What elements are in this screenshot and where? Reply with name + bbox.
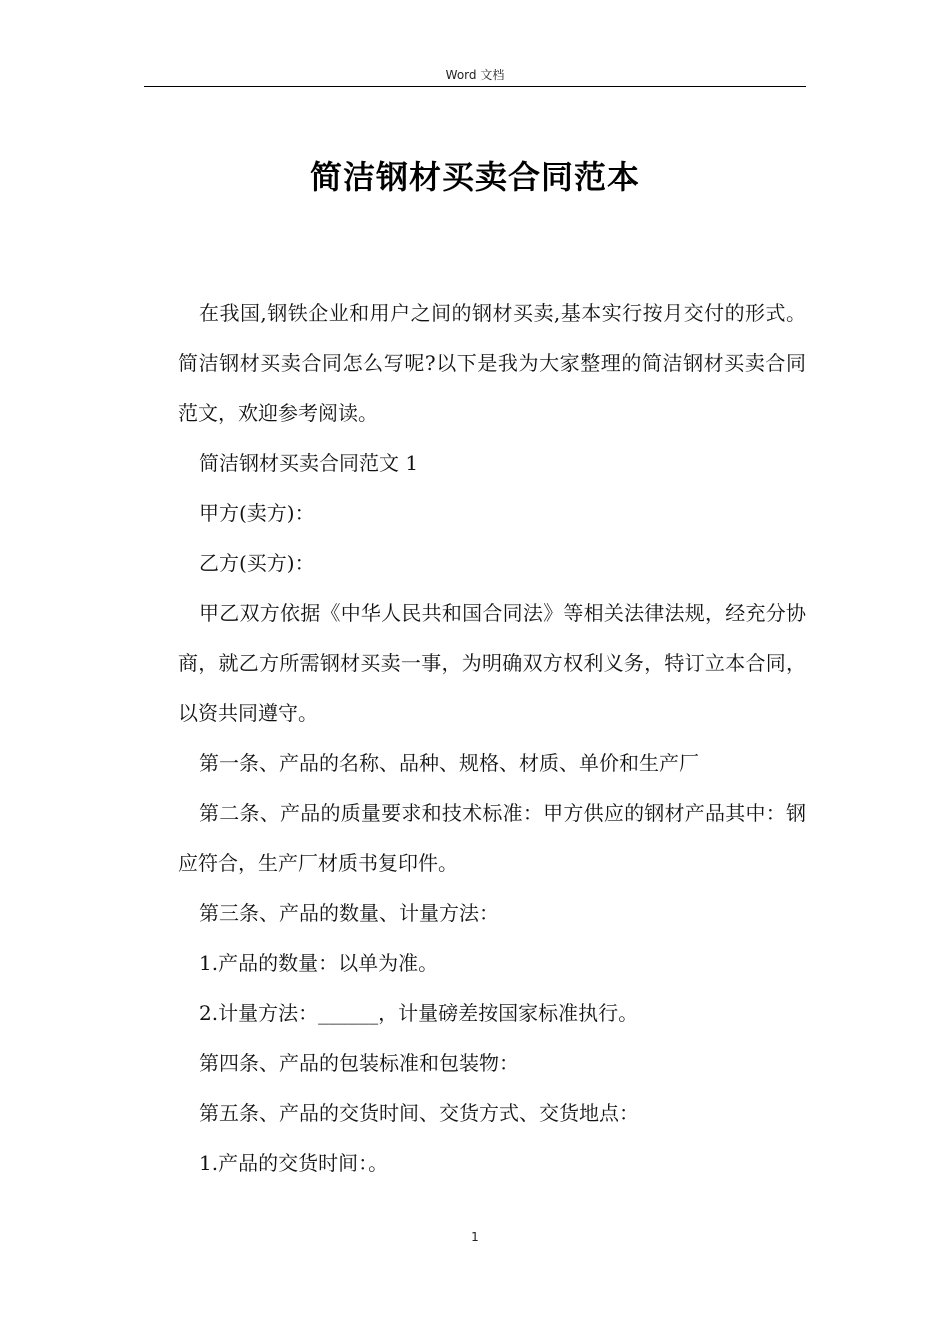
paragraph-article-5: 第五条、产品的交货时间、交货方式、交货地点：	[199, 1101, 639, 1125]
paragraph-party-b: 乙方(买方)：	[199, 551, 315, 575]
paragraph-article-5-item-1: 1.产品的交货时间：。	[199, 1151, 389, 1175]
document-body	[178, 288, 806, 1188]
page-number: 1	[471, 1230, 479, 1244]
paragraph-article-1: 第一条、产品的名称、品种、规格、材质、单价和生产厂	[199, 751, 699, 775]
paragraph-preamble: 甲乙双方依据《中华人民共和国合同法》等相关法律法规，经充分协商，就乙方所需钢材买卖一事，为明确双方权利义务，特订立本合同，以资共同遵守。	[178, 601, 806, 725]
paragraph-article-2: 第二条、产品的质量要求和技术标准：甲方供应的钢材产品其中：钢应符合，生产厂材质书复印件。	[178, 801, 806, 875]
page-header: Word 文档	[445, 68, 505, 82]
paragraph-article-4: 第四条、产品的包装标准和包装物：	[199, 1051, 519, 1075]
paragraph-article-3-item-1: 1.产品的数量：以单为准。	[199, 951, 439, 975]
paragraph-party-a: 甲方(卖方)：	[199, 501, 315, 525]
header-divider	[144, 86, 806, 87]
paragraph-article-3-item-2: 2.计量方法：______，计量磅差按国家标准执行。	[199, 1001, 639, 1025]
paragraph-sample-heading: 简洁钢材买卖合同范文 1	[199, 451, 419, 475]
paragraph-article-3: 第三条、产品的数量、计量方法：	[199, 901, 499, 925]
document-title: 简洁钢材买卖合同范本	[309, 158, 640, 196]
paragraph-intro: 在我国,钢铁企业和用户之间的钢材买卖,基本实行按月交付的形式。简洁钢材买卖合同怎么写呢?以下是我为大家整理的简洁钢材买卖合同范文，欢迎参考阅读。	[178, 301, 806, 425]
